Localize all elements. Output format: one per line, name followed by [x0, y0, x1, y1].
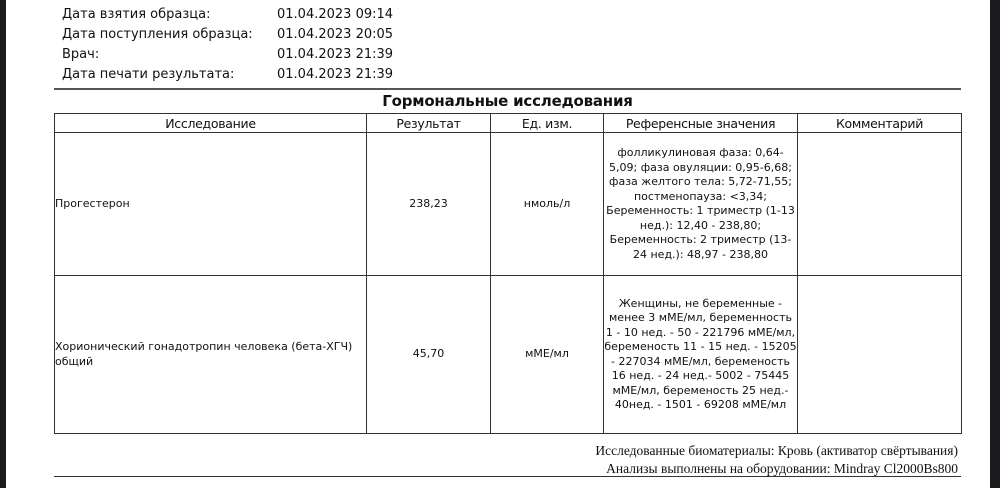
test-comment: [798, 133, 962, 276]
results-table: [54, 113, 962, 434]
header-result: Результат: [367, 114, 491, 133]
table-row: [55, 133, 962, 276]
meta-print-date: [62, 65, 462, 85]
top-divider: [54, 88, 961, 90]
bottom-divider: [54, 476, 961, 477]
test-unit: мМЕ/мл: [491, 276, 604, 434]
meta-label: Дата взятия образца:: [62, 7, 211, 22]
sample-meta-block: [62, 5, 462, 85]
test-unit: нмоль/л: [491, 133, 604, 276]
meta-doctor: [62, 45, 462, 65]
test-comment: [798, 276, 962, 434]
test-reference: фолликулиновая фаза: 0,64-5,09; фаза овуляции: 0,95-6,68; фаза желтого тела: 5,72-71,55; постменопауза: <3,34; Беременность: 1 триместр (1-13 нед.): 12,40 - 238,80; Беременность: 2 триместр (13-24 нед.): 48,97 - 238,80: [604, 133, 798, 276]
biomaterial-note: Исследованные биоматериалы: Кровь (активатор свёртывания): [595, 443, 958, 458]
meta-sample-taken: [62, 5, 462, 25]
section-title: Гормональные исследования: [382, 92, 633, 110]
meta-label: Врач:: [62, 47, 100, 62]
header-comment: Комментарий: [798, 114, 962, 133]
header-test: Исследование: [55, 114, 367, 133]
equipment-note: Анализы выполнены на оборудовании: Mindray Cl2000Bs800: [606, 461, 958, 476]
meta-label: Дата поступления образца:: [62, 27, 253, 42]
test-name: Прогестерон: [55, 133, 367, 276]
test-result: 45,70: [367, 276, 491, 434]
meta-sample-received: [62, 25, 462, 45]
meta-value: 01.04.2023 20:05: [277, 27, 394, 42]
header-reference: Референсные значения: [604, 114, 798, 133]
test-name: Хорионический гонадотропин человека (бета-ХГЧ) общий: [55, 276, 367, 434]
report-page: [6, 0, 990, 488]
test-reference: Женщины, не беременные - менее 3 мМЕ/мл, беременность 1 - 10 нед. - 50 - 221796 мМЕ/мл, беременость 11 - 15 нед. - 15205 - 227034 мМЕ/мл, беременость 16 нед. - 24 нед.- 5002 - 75445 мМЕ/мл, беременость 25 нед.- 40нед. - 1501 - 69208 мМЕ/мл: [604, 276, 798, 434]
header-unit: Ед. изм.: [491, 114, 604, 133]
table-row: [55, 276, 962, 434]
report-footer: [595, 442, 958, 478]
meta-value: 01.04.2023 21:39: [277, 67, 394, 82]
test-result: 238,23: [367, 133, 491, 276]
meta-label: Дата печати результата:: [62, 67, 235, 82]
meta-value: 01.04.2023 21:39: [277, 47, 394, 62]
table-header-row: [55, 114, 962, 133]
meta-value: 01.04.2023 09:14: [277, 7, 394, 22]
